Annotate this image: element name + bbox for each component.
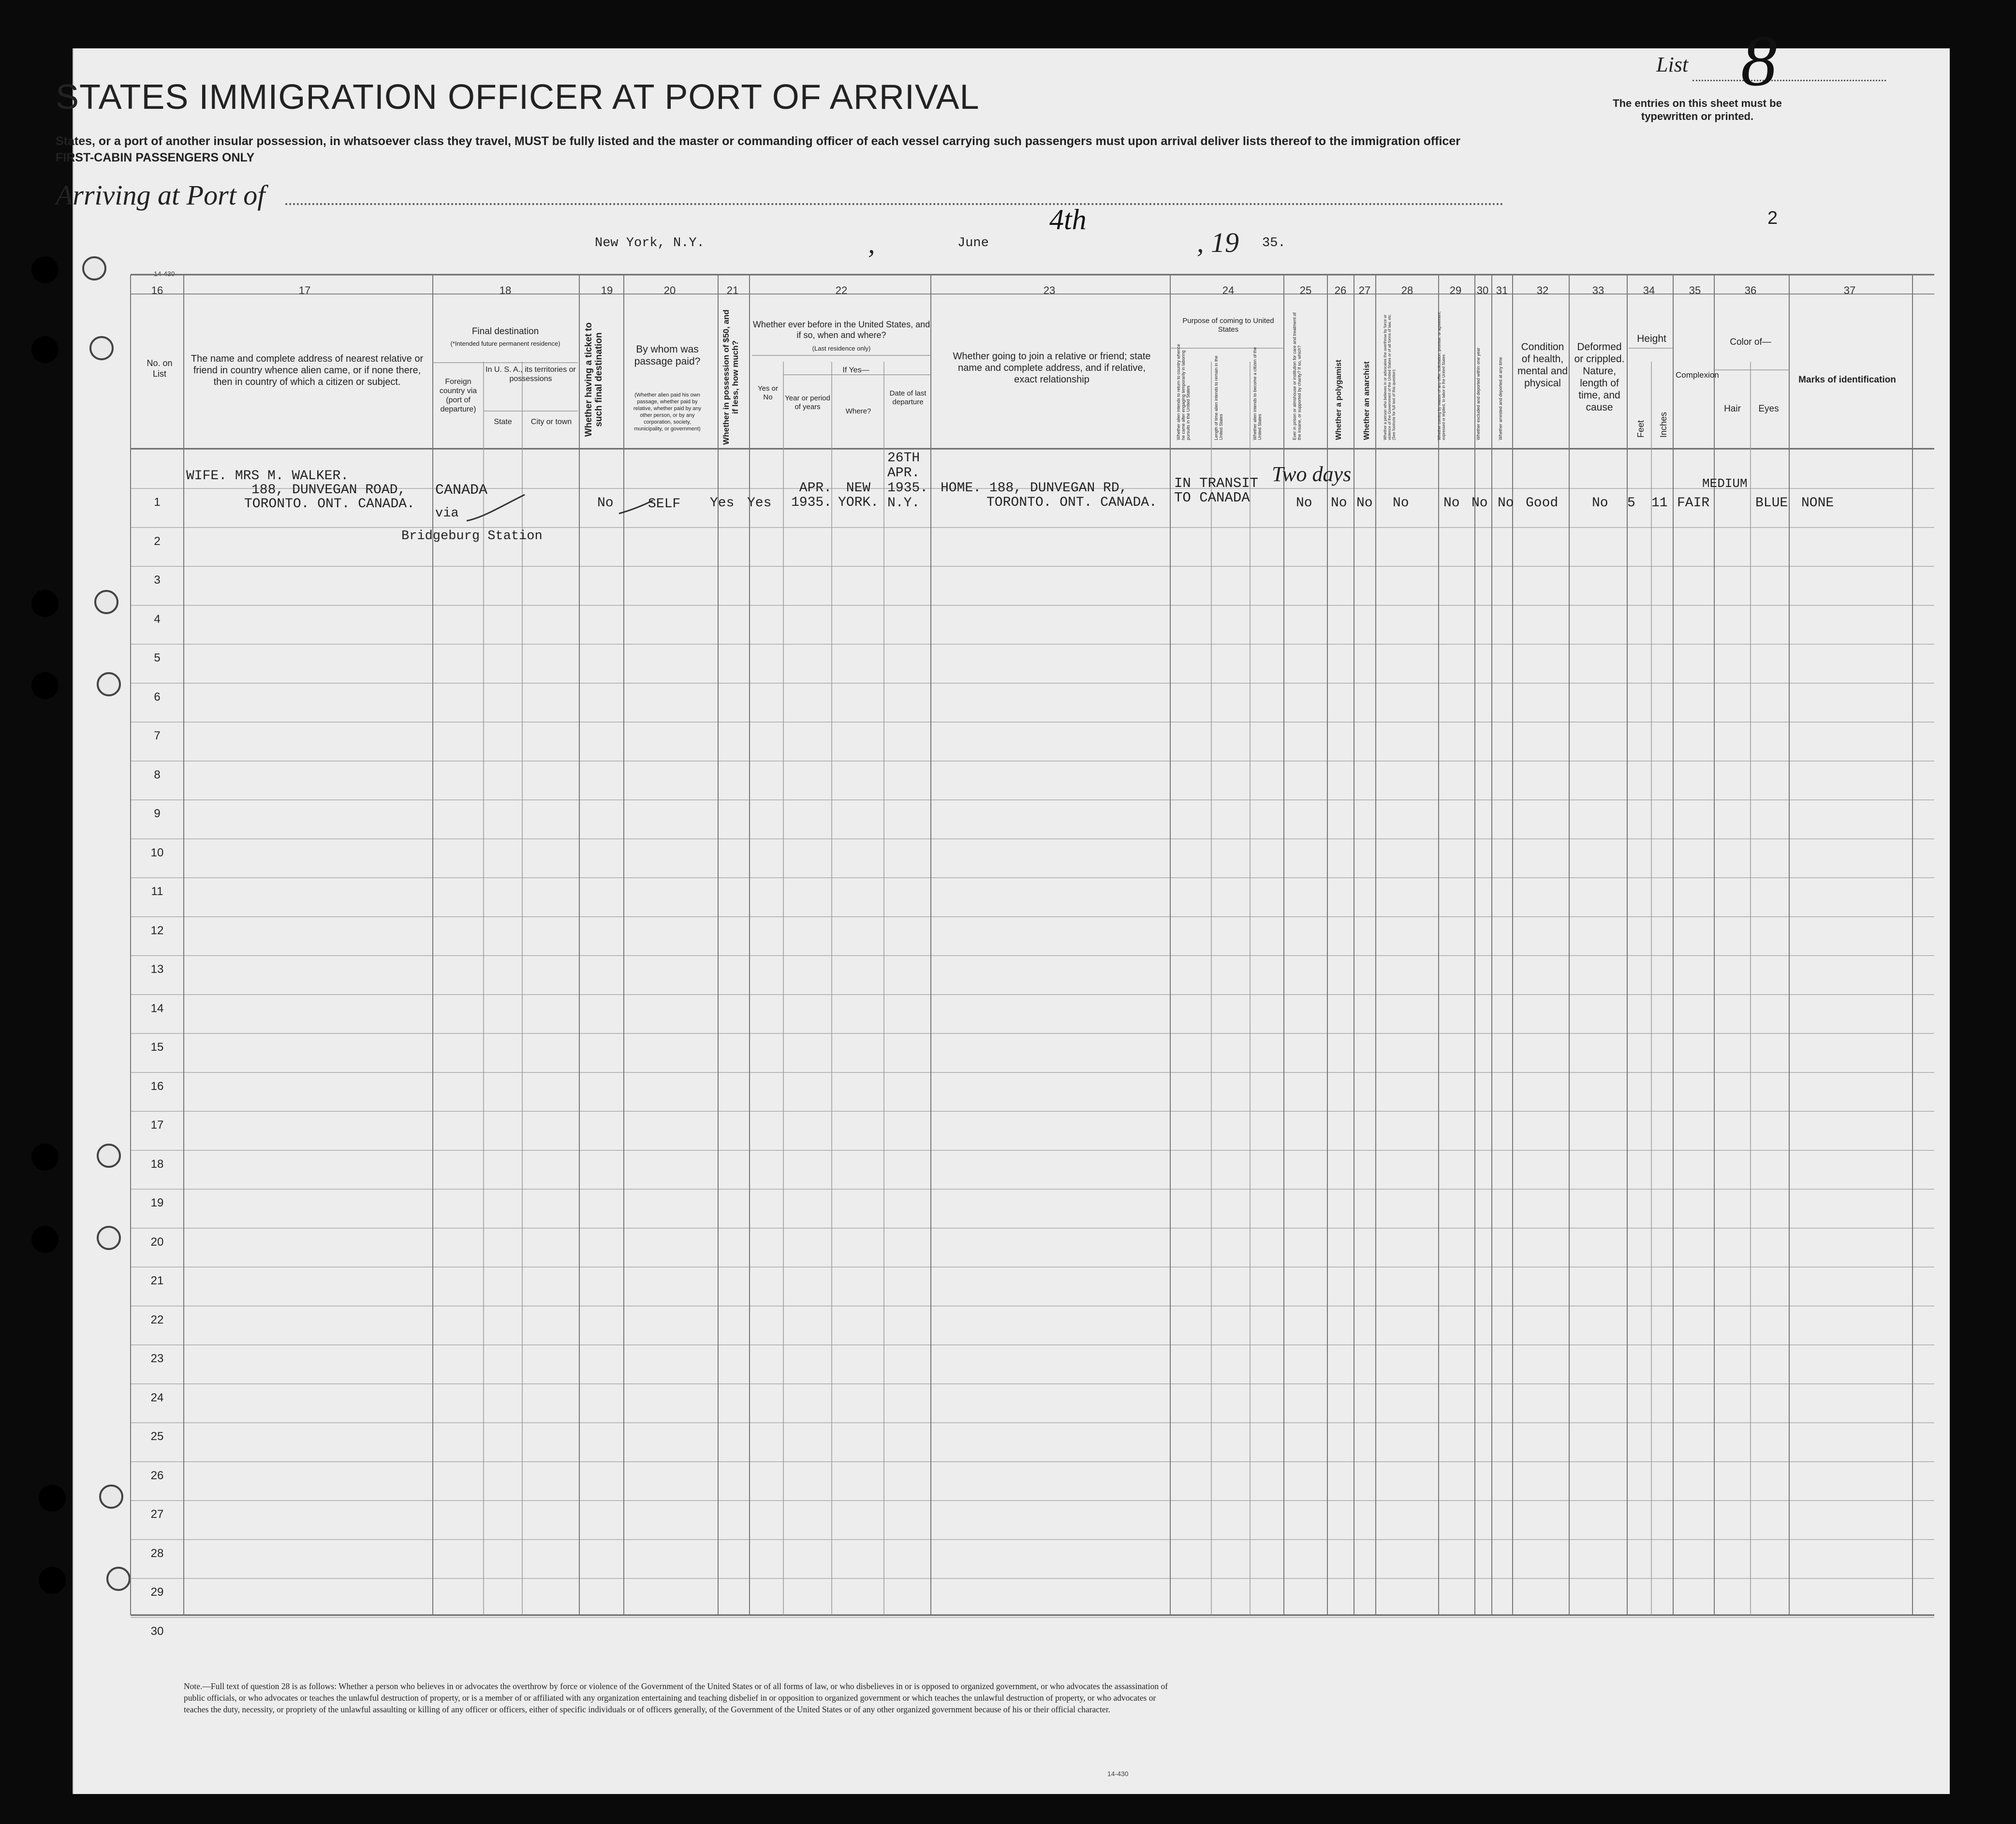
- year-prefix: , 19: [1197, 227, 1239, 258]
- column-number: 35: [1689, 284, 1701, 296]
- row1-complexion: FAIR: [1677, 496, 1710, 511]
- row-number: 19: [150, 1196, 164, 1209]
- header-purpose-length: Length of time alien intends to remain in the United States: [1214, 355, 1223, 440]
- header-city: City or town: [530, 418, 572, 426]
- header-height: Height: [1637, 333, 1666, 344]
- row1-inches: 11: [1651, 496, 1668, 511]
- row1-relative: WIFE. MRS M. WALKER. 188, DUNVEGAN ROAD, TORONTO. ONT. CANADA.: [186, 469, 415, 512]
- column-number: 37: [1843, 284, 1856, 296]
- header-state: State: [494, 418, 512, 426]
- passenger-class: FIRST-CABIN PASSENGERS ONLY: [56, 151, 255, 164]
- footer-code: 14-430: [1107, 1770, 1129, 1778]
- header-anarchist: Whether an anarchist: [1363, 361, 1371, 440]
- row1-foreign-country: CANADA: [435, 482, 488, 499]
- row1-marks: NONE: [1801, 496, 1834, 511]
- form-title: STATES IMMIGRATION OFFICER AT PORT OF ARRIVAL: [56, 78, 980, 117]
- row-number: 29: [150, 1586, 164, 1599]
- row1-hair: MEDIUM: [1702, 476, 1748, 491]
- row-number: 1: [154, 496, 161, 509]
- form-instructions: States, or a port of another insular possession, in whatsoever class they travel, MUST be fully listed and the master or commanding officer of each vessel carrying such passengers must upon arrival deliver lists thereof to the immigration officer: [56, 134, 1460, 148]
- row1-eyes: BLUE: [1755, 496, 1788, 511]
- row1-health: Good: [1526, 496, 1559, 511]
- row1-join: HOME. 188, DUNVEGAN RD, TORONTO. ONT. CANADA.: [941, 481, 1157, 510]
- row-number: 30: [150, 1624, 164, 1638]
- row-number: 5: [154, 651, 161, 664]
- row1-where: NEW YORK.: [838, 481, 879, 510]
- row-number: 2: [154, 534, 161, 548]
- row-number: 10: [150, 846, 164, 859]
- header-last-residence: (Last residence only): [812, 345, 871, 352]
- row-number: 6: [154, 690, 161, 704]
- header-join-relative: Whether going to join a relative or friend; state name and complete address, and if relative, exact relationship: [953, 351, 1151, 385]
- footnote: Note.—Full text of question 28 is as follows: Whether a person who believes in or advocates the overthrow by force or violence of the Government of the United States or of all forms of law, or who disbelieves in or is opposed to organized government, or who advocates the assassination of public officials, or who advocates or teaches the unlawful destruction of property, or is a member of or affiliated with any organization entertaining and teaching disbelief in or opposition to organized government or which teaches the unlawful destruction of property, or who advocates or teaches the duty, necessity, or propriety of the unlawful assaulting or killing of any officer or officers, either of specific individuals or of officers generally, of the Government of the United States or of any other organized government because of his or their official character.: [184, 1681, 1168, 1714]
- column-number: 17: [298, 284, 311, 296]
- row1-excluded: No: [1472, 496, 1488, 511]
- column-number: 28: [1401, 284, 1413, 296]
- row1-offer: No: [1443, 496, 1460, 511]
- header-eyes: Eyes: [1758, 404, 1779, 414]
- header-health: Condition of health, mental and physical: [1517, 341, 1568, 389]
- row-number: 12: [150, 924, 164, 937]
- list-number: 8: [1741, 21, 1777, 101]
- header-passage-paid-note: (Whether alien paid his own passage, whether paid by relative, whether paid by any other person, or by any corporation, society, municipality, or government): [633, 392, 702, 432]
- header-marks: Marks of identification: [1798, 375, 1896, 385]
- header-polygamist: Whether a polygamist: [1335, 359, 1343, 440]
- row-number: 28: [150, 1546, 164, 1560]
- header-arrested: Whether arrested and deported at any time: [1498, 357, 1503, 440]
- row-number: 22: [150, 1313, 164, 1326]
- column-number: 31: [1496, 284, 1508, 296]
- header-if-yes: If Yes—: [842, 366, 869, 374]
- column-number: 30: [1476, 284, 1489, 296]
- column-number: 24: [1222, 284, 1235, 296]
- header-yes-no: Yes or No: [758, 384, 778, 401]
- row-number: 4: [154, 612, 161, 626]
- row-number: 8: [154, 768, 161, 781]
- header-final-destination-note: (*Intended future permanent residence): [450, 340, 560, 347]
- header-before-in-us: Whether ever before in the United States, and if so, when and where?: [752, 320, 930, 340]
- row-number: 15: [150, 1041, 164, 1054]
- column-number: 34: [1643, 284, 1655, 296]
- column-number: 20: [663, 284, 676, 296]
- row1-polygamist: No: [1331, 496, 1347, 511]
- row1-overthrow: No: [1393, 496, 1409, 511]
- header-deformed: Deformed or crippled. Nature, length of time, and cause: [1574, 341, 1625, 413]
- row-number: 23: [150, 1352, 164, 1365]
- arrival-day: 4th: [1049, 204, 1087, 235]
- header-passage-paid: By whom was passage paid?: [634, 344, 701, 367]
- row1-port-departure: Bridgeburg Station: [401, 529, 543, 544]
- header-purpose-return: Whether alien intends to return to country whence he came after engaging temporarily in laboring pursuits in the United States: [1176, 344, 1191, 440]
- port-name: New York, N.Y.: [595, 236, 705, 250]
- row1-ticket: No: [597, 496, 614, 511]
- row1-via: via: [435, 506, 459, 521]
- header-year-period: Year or period of years: [785, 394, 830, 411]
- row1-deformed: No: [1592, 496, 1608, 511]
- row1-anarchist: No: [1356, 496, 1373, 511]
- header-excluded: Whether excluded and deported within one year: [1476, 347, 1481, 440]
- row-number: 7: [154, 729, 161, 742]
- header-color: Color of—: [1730, 337, 1771, 347]
- row-number: 17: [150, 1118, 164, 1132]
- column-number: 26: [1334, 284, 1347, 296]
- column-number: 16: [151, 284, 163, 296]
- column-number: 32: [1536, 284, 1549, 296]
- page-number: 2: [1767, 208, 1778, 228]
- row1-feet: 5: [1627, 496, 1635, 511]
- header-where: Where?: [845, 407, 871, 415]
- header-money: Whether in possession of $50, and if less, how much?: [721, 309, 740, 445]
- column-number: 19: [601, 284, 613, 296]
- column-number: 27: [1358, 284, 1371, 296]
- header-purpose: Purpose of coming to United States: [1182, 317, 1274, 334]
- row1-arrested: No: [1498, 496, 1514, 511]
- header-hair: Hair: [1724, 404, 1741, 414]
- column-number: 33: [1592, 284, 1604, 296]
- row-number: 14: [150, 1001, 164, 1015]
- row1-length-stay: Two days: [1272, 462, 1352, 486]
- header-date-departure: Date of last departure: [889, 389, 927, 406]
- row1-money: Yes: [710, 496, 735, 511]
- list-label: List: [1656, 53, 1689, 76]
- row-number: 11: [151, 885, 163, 898]
- year-suffix: 35.: [1262, 236, 1286, 250]
- row1-ditto-mark: [464, 491, 527, 525]
- header-purpose-citizen: Whether alien intends to become a citizen of the United States: [1252, 347, 1262, 440]
- row1-year: APR. 1935.: [791, 481, 832, 510]
- column-number: 36: [1744, 284, 1757, 296]
- entries-note: The entries on this sheet must be typewritten or printed.: [1613, 97, 1782, 122]
- column-number: 25: [1299, 284, 1312, 296]
- header-no-on-list: No. on List: [147, 358, 173, 379]
- row-number: 16: [150, 1079, 164, 1093]
- form-code: 14-430: [154, 270, 175, 278]
- row1-paid-by: SELF: [648, 497, 681, 512]
- column-number: 18: [499, 284, 512, 296]
- row-number: 9: [154, 807, 161, 820]
- column-number: 23: [1043, 284, 1056, 296]
- header-ticket: Whether having a ticket to such final destination: [584, 322, 604, 437]
- row-number: 27: [150, 1508, 164, 1521]
- row-number: 21: [150, 1274, 164, 1287]
- column-number: 22: [835, 284, 848, 296]
- header-foreign-country: Foreign country via (port of departure): [439, 378, 477, 413]
- header-offer: Whether coming by reason of any offer, solicitation, promise, or agreement, expressed or implied, to labor in the United States: [1437, 311, 1446, 440]
- row-number: 24: [150, 1391, 164, 1404]
- header-in-usa: In U. S. A., its territories or possessions: [486, 366, 576, 383]
- row-number: 26: [150, 1469, 164, 1482]
- column-number: 29: [1449, 284, 1462, 296]
- header-overthrow: Whether a person who believes in or advocates the overthrow by force or violence of the Government of the United States or of all forms of law, etc. (See footnote for full text of this question): [1383, 313, 1396, 440]
- row-number: 18: [150, 1157, 164, 1171]
- header-feet: Feet: [1636, 420, 1646, 438]
- row-number: 25: [150, 1430, 164, 1443]
- row-number: 13: [150, 963, 164, 976]
- arrival-month: June: [957, 236, 989, 250]
- row1-date-departure: 26TH APR. 1935. N.Y.: [887, 451, 928, 511]
- comma: ,: [868, 228, 875, 259]
- column-number: 21: [726, 284, 739, 296]
- header-complexion: Complexion: [1676, 370, 1719, 380]
- row-number: 20: [150, 1235, 164, 1249]
- header-final-destination: Final destination: [471, 326, 539, 337]
- header-prison: Ever in prison or almshouse or institution for care and treatment of the insane, or supported by charity? If so, which?: [1292, 312, 1302, 440]
- row-number: 3: [154, 574, 161, 587]
- header-inches: Inches: [1659, 412, 1668, 438]
- header-relative-address: The name and complete address of nearest relative or friend in country whence alien came, or if none there, then in country of which a citizen or subject.: [191, 353, 424, 387]
- row1-before-us: Yes: [747, 496, 772, 511]
- row1-prison: No: [1296, 496, 1312, 511]
- row1-purpose: IN TRANSIT TO CANADA: [1174, 475, 1259, 506]
- arriving-label: Arriving at Port of: [56, 179, 265, 211]
